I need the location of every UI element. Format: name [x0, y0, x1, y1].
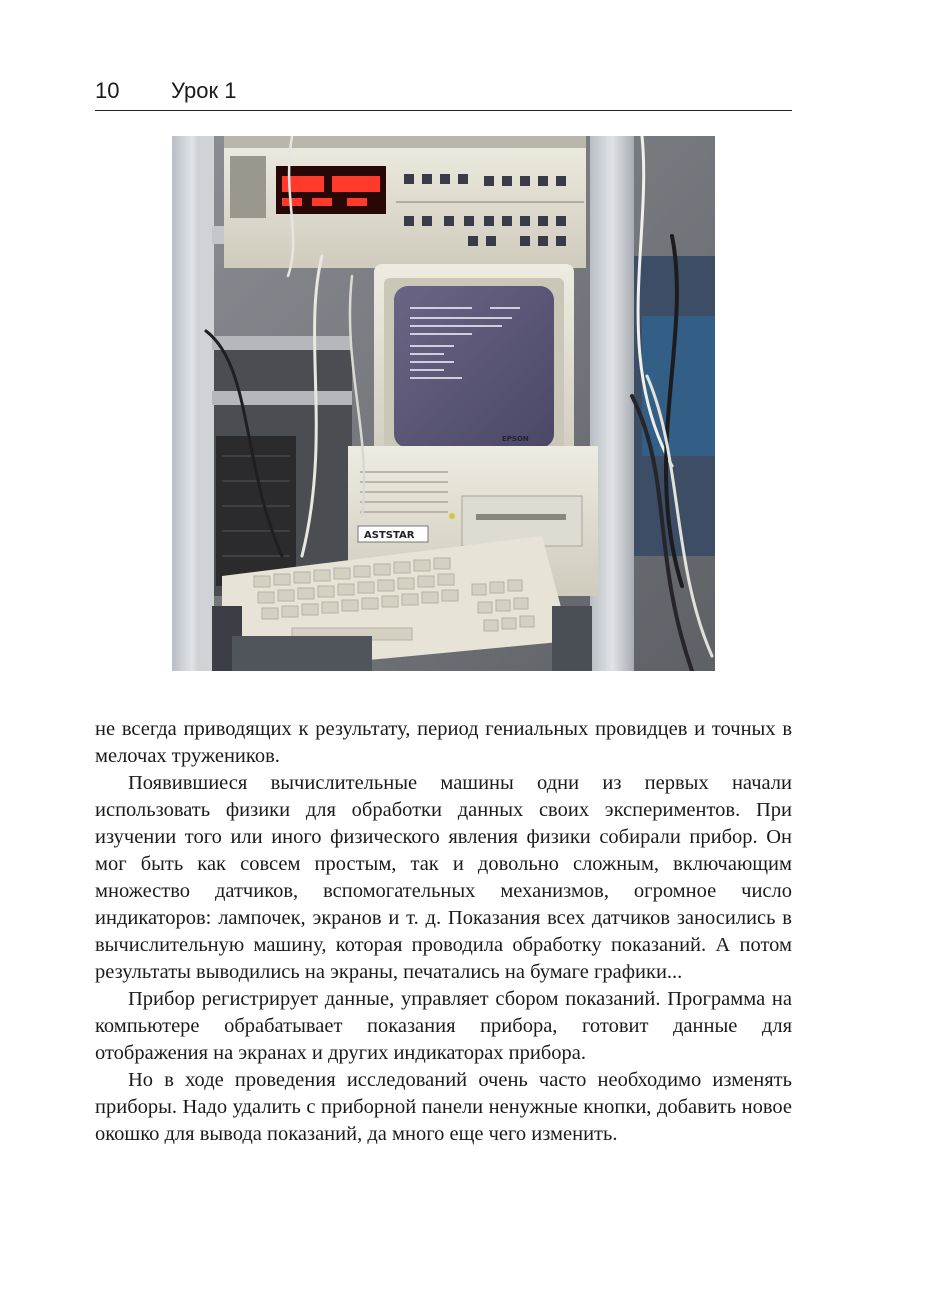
paragraph-4: Но в ходе проведения исследований очень часто необходимо изменять приборы. Надо удалить с приборной панели ненужные кнопки, добавить новое окошко для вывода показаний, да много еще чего изменить.	[95, 1069, 792, 1145]
page-number: 10	[95, 78, 120, 103]
paragraph-3: Прибор регистрирует данные, управляет сбором показаний. Программа на компьютере обрабатывает показания прибора, готовит данные для отображения на экранах и других индикаторах прибора.	[95, 988, 792, 1064]
running-header	[95, 76, 792, 111]
chapter-title: Урок 1	[171, 78, 237, 103]
paragraph-2: Появившиеся вычислительные машины одни из первых начали использовать физики для обработки данных своих экспериментов. При изучении того или иного физического явления физики собирали прибор. Он мог быть как совсем простым, так и довольно сложным, включающим множество датчиков, вспомогательных механизмов, огромное число индикаторов: лампочек, экранов и т. д. Показания всех датчиков заносились в вычислительную машину, которая проводила обработку показаний. А потом результаты выводились на экраны, печатались на бумаге графики...	[95, 772, 792, 983]
paragraph-1: не всегда приводящих к результату, период гениальных провидцев и точных в мелочах тружеников.	[95, 718, 792, 767]
body-text	[95, 716, 792, 1148]
monitor-brand-text: EPSON	[502, 435, 529, 443]
keyboard-label-text: ASTSTAR	[364, 530, 415, 541]
photo-lab-computer	[172, 136, 715, 671]
